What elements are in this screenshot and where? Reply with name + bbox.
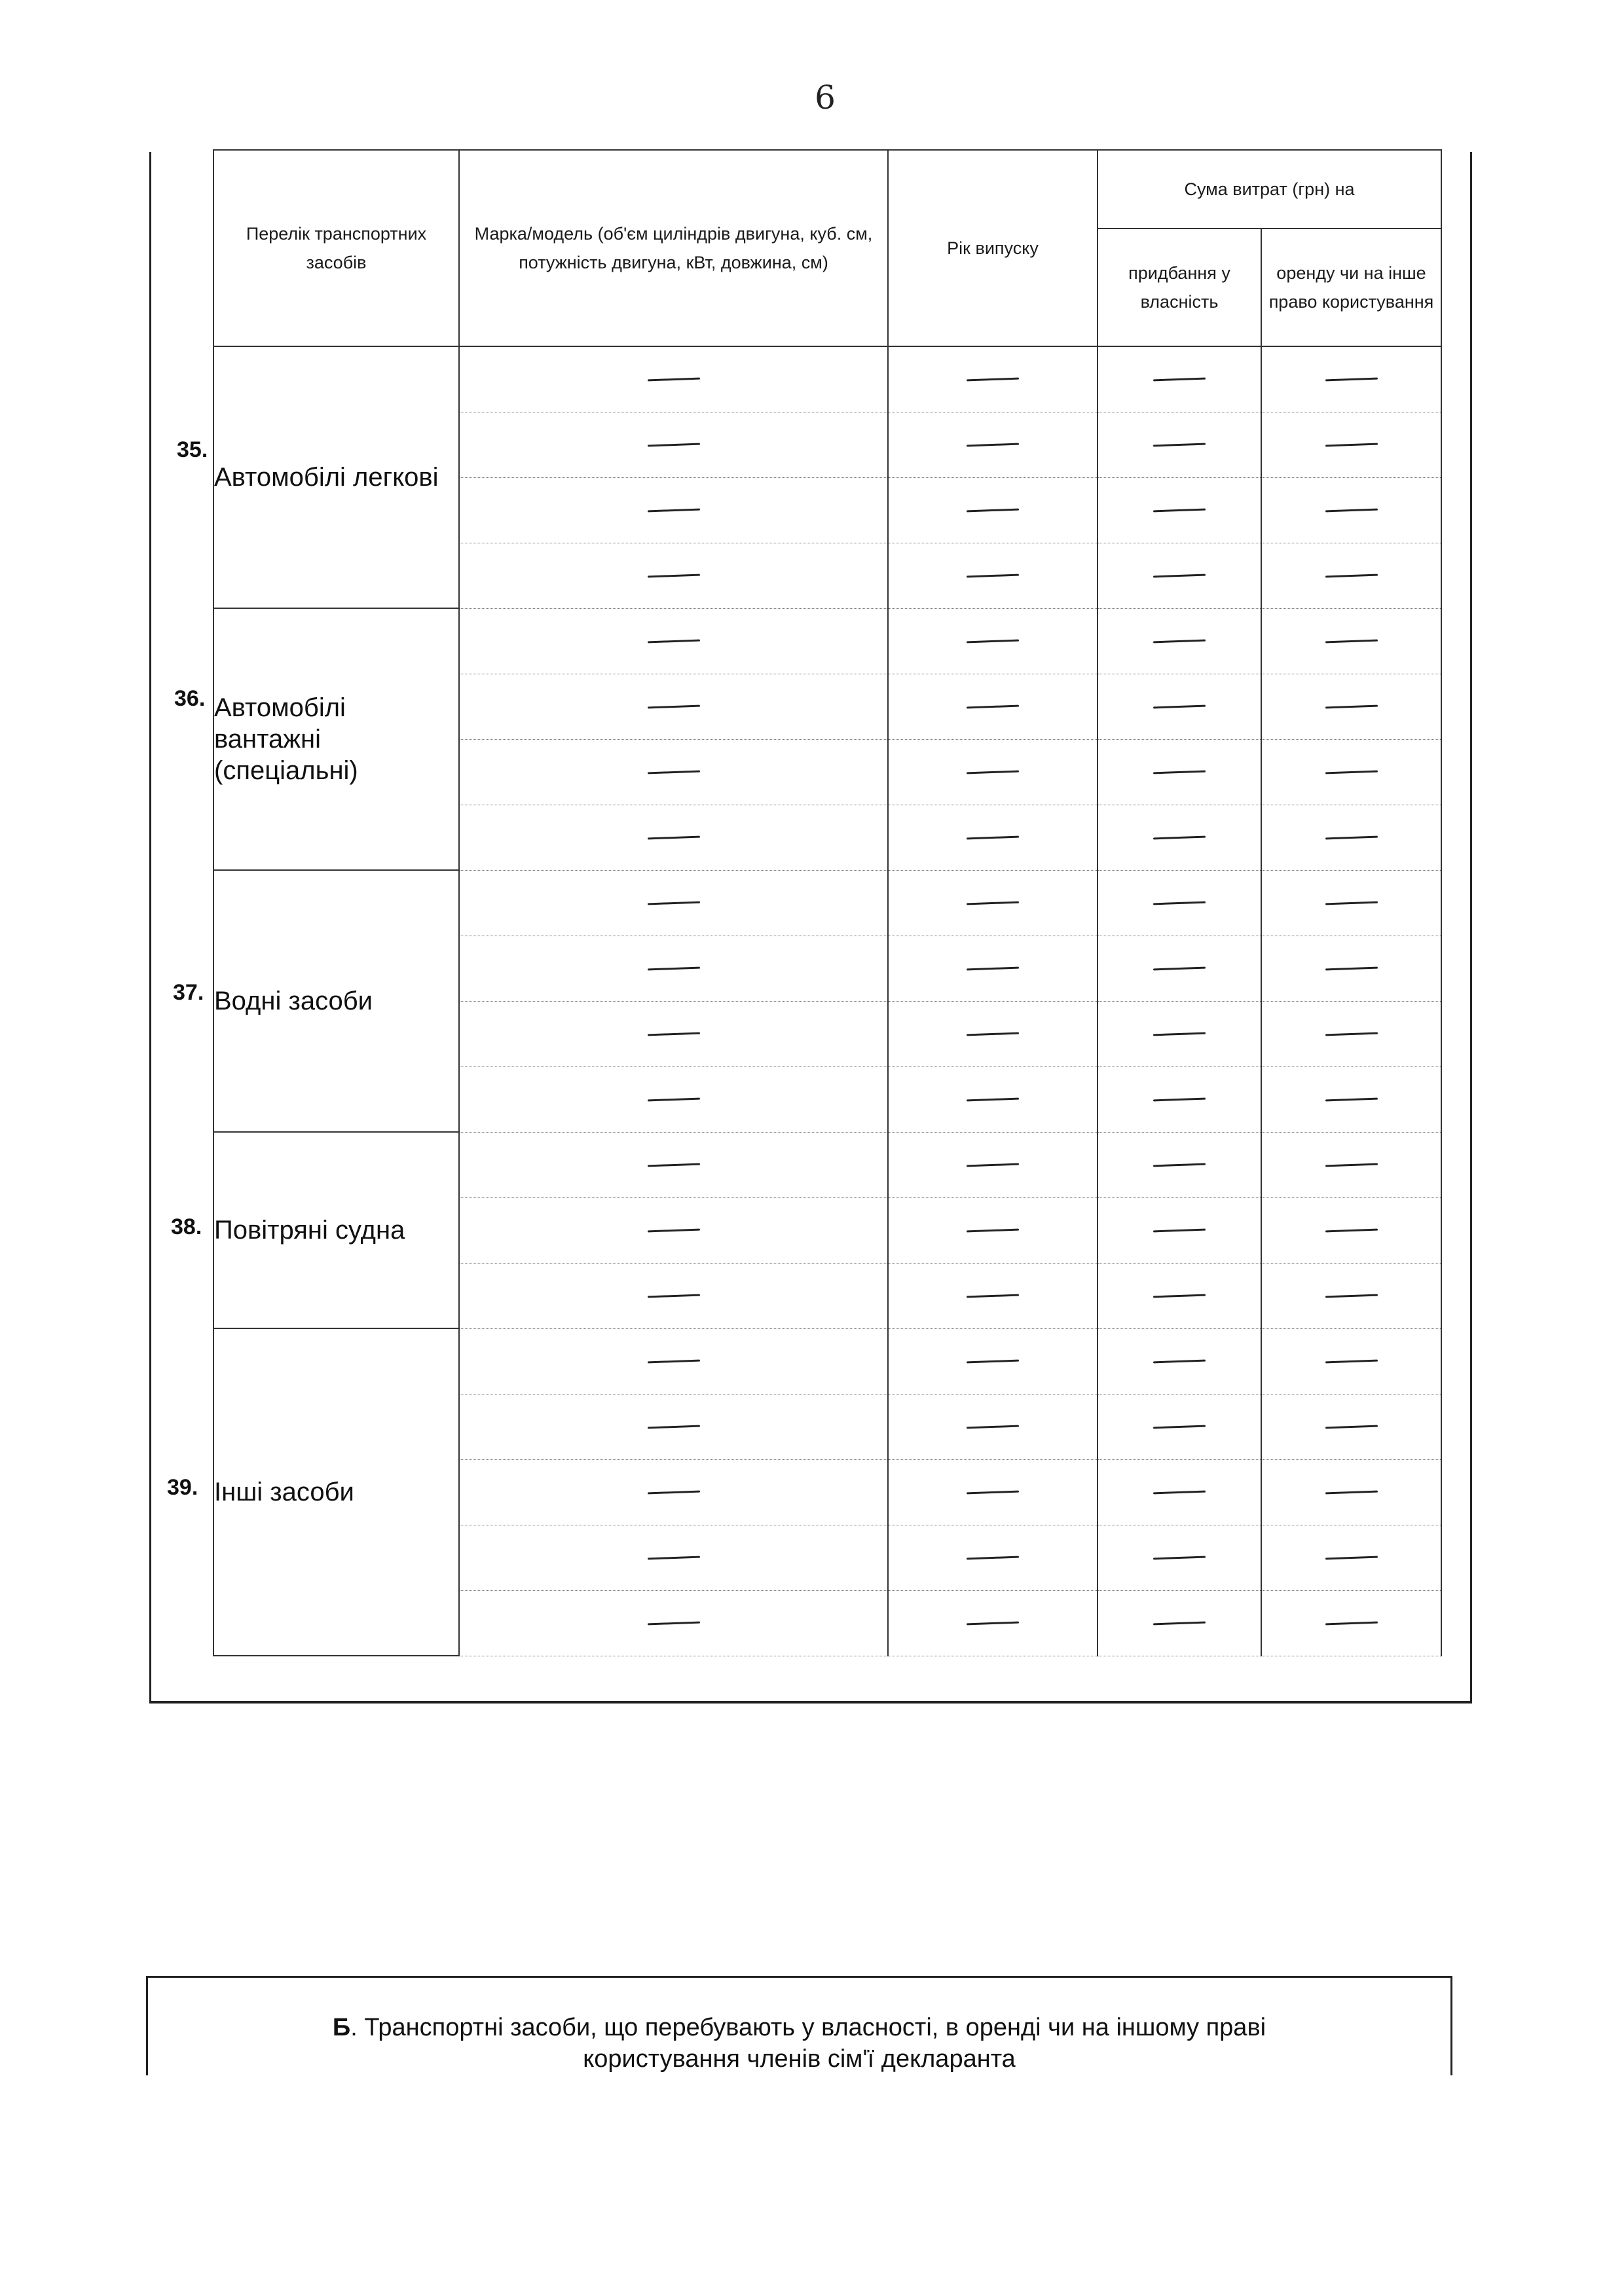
row-number-39: 39.	[167, 1475, 198, 1500]
dash-mark	[967, 443, 1019, 446]
dash-mark	[647, 443, 699, 446]
dash-mark	[1325, 1163, 1377, 1167]
dash-mark	[1325, 443, 1377, 446]
table-row	[213, 608, 1441, 674]
empty-cell	[1261, 739, 1441, 805]
empty-cell	[459, 608, 888, 674]
empty-cell	[459, 1394, 888, 1459]
dash-mark	[967, 1556, 1019, 1559]
dash-mark	[1153, 770, 1206, 774]
group-label: Інші засоби	[213, 1328, 459, 1656]
empty-cell	[1261, 608, 1441, 674]
table-row	[213, 870, 1441, 936]
dash-mark	[967, 1359, 1019, 1363]
empty-cell	[1261, 1459, 1441, 1525]
dash-mark	[967, 508, 1019, 512]
dash-mark	[647, 1032, 699, 1036]
dash-mark	[647, 1359, 699, 1363]
dash-mark	[647, 1490, 699, 1494]
dash-mark	[967, 1228, 1019, 1232]
empty-cell	[888, 477, 1098, 543]
dash-mark	[967, 966, 1019, 970]
empty-cell	[459, 1197, 888, 1263]
empty-cell	[888, 739, 1098, 805]
dash-mark	[647, 639, 699, 643]
empty-cell	[459, 1459, 888, 1525]
dash-mark	[1325, 1294, 1377, 1298]
empty-cell	[1261, 1525, 1441, 1590]
empty-cell	[1261, 412, 1441, 477]
group-label: Водні засоби	[213, 870, 459, 1132]
empty-cell	[1261, 477, 1441, 543]
dash-mark	[647, 1425, 699, 1429]
empty-cell	[1098, 1525, 1261, 1590]
empty-cell	[1098, 674, 1261, 739]
dash-mark	[1325, 1359, 1377, 1363]
dash-mark	[647, 704, 699, 708]
empty-cell	[459, 1328, 888, 1394]
empty-cell	[1261, 1394, 1441, 1459]
empty-cell	[888, 1001, 1098, 1066]
empty-cell	[1261, 1132, 1441, 1197]
dash-mark	[647, 574, 699, 577]
empty-cell	[1098, 412, 1261, 477]
dash-mark	[647, 1556, 699, 1559]
vehicles-table	[213, 149, 1442, 1656]
dash-mark	[647, 1163, 699, 1167]
dash-mark	[967, 835, 1019, 839]
header-list: Перелік транспортних засобів	[213, 150, 459, 346]
dash-mark	[1153, 1490, 1206, 1494]
section-b-heading	[146, 1976, 1452, 2075]
empty-cell	[459, 1590, 888, 1656]
dash-mark	[1325, 835, 1377, 839]
empty-cell	[888, 543, 1098, 608]
empty-cell	[459, 1066, 888, 1132]
dash-mark	[967, 704, 1019, 708]
empty-cell	[459, 870, 888, 936]
dash-mark	[1325, 1032, 1377, 1036]
dash-mark	[967, 574, 1019, 577]
dash-mark	[1153, 639, 1206, 643]
empty-cell	[888, 412, 1098, 477]
empty-cell	[888, 674, 1098, 739]
empty-cell	[459, 739, 888, 805]
empty-cell	[1098, 1132, 1261, 1197]
table-row	[213, 346, 1441, 412]
dash-mark	[1153, 1032, 1206, 1036]
empty-cell	[888, 1525, 1098, 1590]
empty-cell	[459, 412, 888, 477]
dash-mark	[1325, 377, 1377, 381]
empty-cell	[1098, 1001, 1261, 1066]
empty-cell	[1261, 805, 1441, 870]
empty-cell	[1098, 1066, 1261, 1132]
dash-mark	[1325, 1490, 1377, 1494]
empty-cell	[1261, 870, 1441, 936]
header-rent: оренду чи на інше право користування	[1261, 228, 1441, 346]
empty-cell	[1261, 346, 1441, 412]
empty-cell	[1098, 477, 1261, 543]
dash-mark	[647, 377, 699, 381]
dash-mark	[1153, 1621, 1206, 1625]
empty-cell	[459, 936, 888, 1001]
empty-cell	[888, 1197, 1098, 1263]
dash-mark	[647, 770, 699, 774]
empty-cell	[459, 1001, 888, 1066]
row-number-36: 36.	[174, 686, 206, 711]
dash-mark	[1325, 639, 1377, 643]
header-purchase: придбання у власність	[1098, 228, 1261, 346]
dash-mark	[1153, 377, 1206, 381]
page-number: 6	[815, 79, 836, 117]
dash-mark	[1153, 574, 1206, 577]
empty-cell	[459, 674, 888, 739]
dash-mark	[1325, 704, 1377, 708]
empty-cell	[1261, 1001, 1441, 1066]
empty-cell	[888, 936, 1098, 1001]
dash-mark	[967, 377, 1019, 381]
empty-cell	[888, 1328, 1098, 1394]
dash-mark	[967, 901, 1019, 905]
dash-mark	[967, 1097, 1019, 1101]
empty-cell	[1261, 1590, 1441, 1656]
dash-mark	[1325, 1425, 1377, 1429]
dash-mark	[647, 508, 699, 512]
empty-cell	[1098, 739, 1261, 805]
empty-cell	[459, 1132, 888, 1197]
row-number-37: 37.	[173, 980, 204, 1005]
empty-cell	[1098, 936, 1261, 1001]
dash-mark	[1153, 1163, 1206, 1167]
dash-mark	[1325, 508, 1377, 512]
empty-cell	[1098, 608, 1261, 674]
empty-cell	[1261, 936, 1441, 1001]
row-number-38: 38.	[171, 1214, 202, 1239]
dash-mark	[647, 1294, 699, 1298]
table-row	[213, 1132, 1441, 1197]
group-label: Автомобілі вантажні (спеціальні)	[213, 608, 459, 870]
dash-mark	[647, 1621, 699, 1625]
dash-mark	[1153, 901, 1206, 905]
row-number-35: 35.	[177, 437, 208, 462]
dash-mark	[1153, 1425, 1206, 1429]
dash-mark	[647, 835, 699, 839]
group-label: Повітряні судна	[213, 1132, 459, 1328]
dash-mark	[1325, 1228, 1377, 1232]
empty-cell	[888, 1066, 1098, 1132]
empty-cell	[1098, 805, 1261, 870]
empty-cell	[1098, 1590, 1261, 1656]
dash-mark	[1153, 508, 1206, 512]
empty-cell	[1261, 1263, 1441, 1328]
empty-cell	[459, 477, 888, 543]
empty-cell	[888, 1263, 1098, 1328]
empty-cell	[459, 1525, 888, 1590]
dash-mark	[1325, 770, 1377, 774]
dash-mark	[1153, 1556, 1206, 1559]
dash-mark	[1153, 1359, 1206, 1363]
section-b-letter: Б	[332, 2014, 351, 2041]
empty-cell	[888, 805, 1098, 870]
dash-mark	[1153, 704, 1206, 708]
empty-cell	[1098, 870, 1261, 936]
empty-cell	[888, 1394, 1098, 1459]
section-b-text2: користування членів сім'ї декларанта	[583, 2045, 1016, 2073]
dash-mark	[647, 901, 699, 905]
dash-mark	[967, 1032, 1019, 1036]
empty-cell	[1098, 346, 1261, 412]
table-row	[213, 1328, 1441, 1394]
empty-cell	[888, 1590, 1098, 1656]
empty-cell	[459, 805, 888, 870]
header-model: Марка/модель (об'єм циліндрів двигуна, куб. см, потужність двигуна, кВт, довжина, см)	[459, 150, 888, 346]
empty-cell	[1098, 1328, 1261, 1394]
empty-cell	[1261, 1328, 1441, 1394]
empty-cell	[1098, 1263, 1261, 1328]
empty-cell	[1261, 1197, 1441, 1263]
dash-mark	[647, 966, 699, 970]
dash-mark	[967, 1621, 1019, 1625]
empty-cell	[888, 870, 1098, 936]
dash-mark	[967, 1425, 1019, 1429]
empty-cell	[1098, 1394, 1261, 1459]
empty-cell	[888, 1459, 1098, 1525]
empty-cell	[1261, 543, 1441, 608]
dash-mark	[1325, 966, 1377, 970]
dash-mark	[1325, 1621, 1377, 1625]
dash-mark	[1153, 1228, 1206, 1232]
dash-mark	[1325, 574, 1377, 577]
dash-mark	[1153, 1294, 1206, 1298]
empty-cell	[1098, 543, 1261, 608]
empty-cell	[1261, 1066, 1441, 1132]
dash-mark	[1153, 443, 1206, 446]
dash-mark	[967, 639, 1019, 643]
empty-cell	[888, 1132, 1098, 1197]
empty-cell	[888, 346, 1098, 412]
dash-mark	[967, 770, 1019, 774]
dash-mark	[1325, 1556, 1377, 1559]
dash-mark	[647, 1097, 699, 1101]
empty-cell	[1098, 1459, 1261, 1525]
empty-cell	[459, 1263, 888, 1328]
dash-mark	[1153, 835, 1206, 839]
table-body	[213, 346, 1441, 1656]
header-year: Рік випуску	[888, 150, 1098, 346]
dash-mark	[1153, 1097, 1206, 1101]
dash-mark	[1325, 1097, 1377, 1101]
empty-cell	[1098, 1197, 1261, 1263]
empty-cell	[459, 543, 888, 608]
dash-mark	[967, 1163, 1019, 1167]
dash-mark	[967, 1490, 1019, 1494]
empty-cell	[459, 346, 888, 412]
header-expense-sum: Сума витрат (грн) на	[1098, 150, 1441, 228]
group-label: Автомобілі легкові	[213, 346, 459, 608]
dash-mark	[967, 1294, 1019, 1298]
section-b-text: . Транспортні засоби, що перебувають у власності, в оренді чи на іншому праві	[350, 2014, 1266, 2041]
empty-cell	[888, 608, 1098, 674]
dash-mark	[1153, 966, 1206, 970]
dash-mark	[647, 1228, 699, 1232]
dash-mark	[1325, 901, 1377, 905]
empty-cell	[1261, 674, 1441, 739]
